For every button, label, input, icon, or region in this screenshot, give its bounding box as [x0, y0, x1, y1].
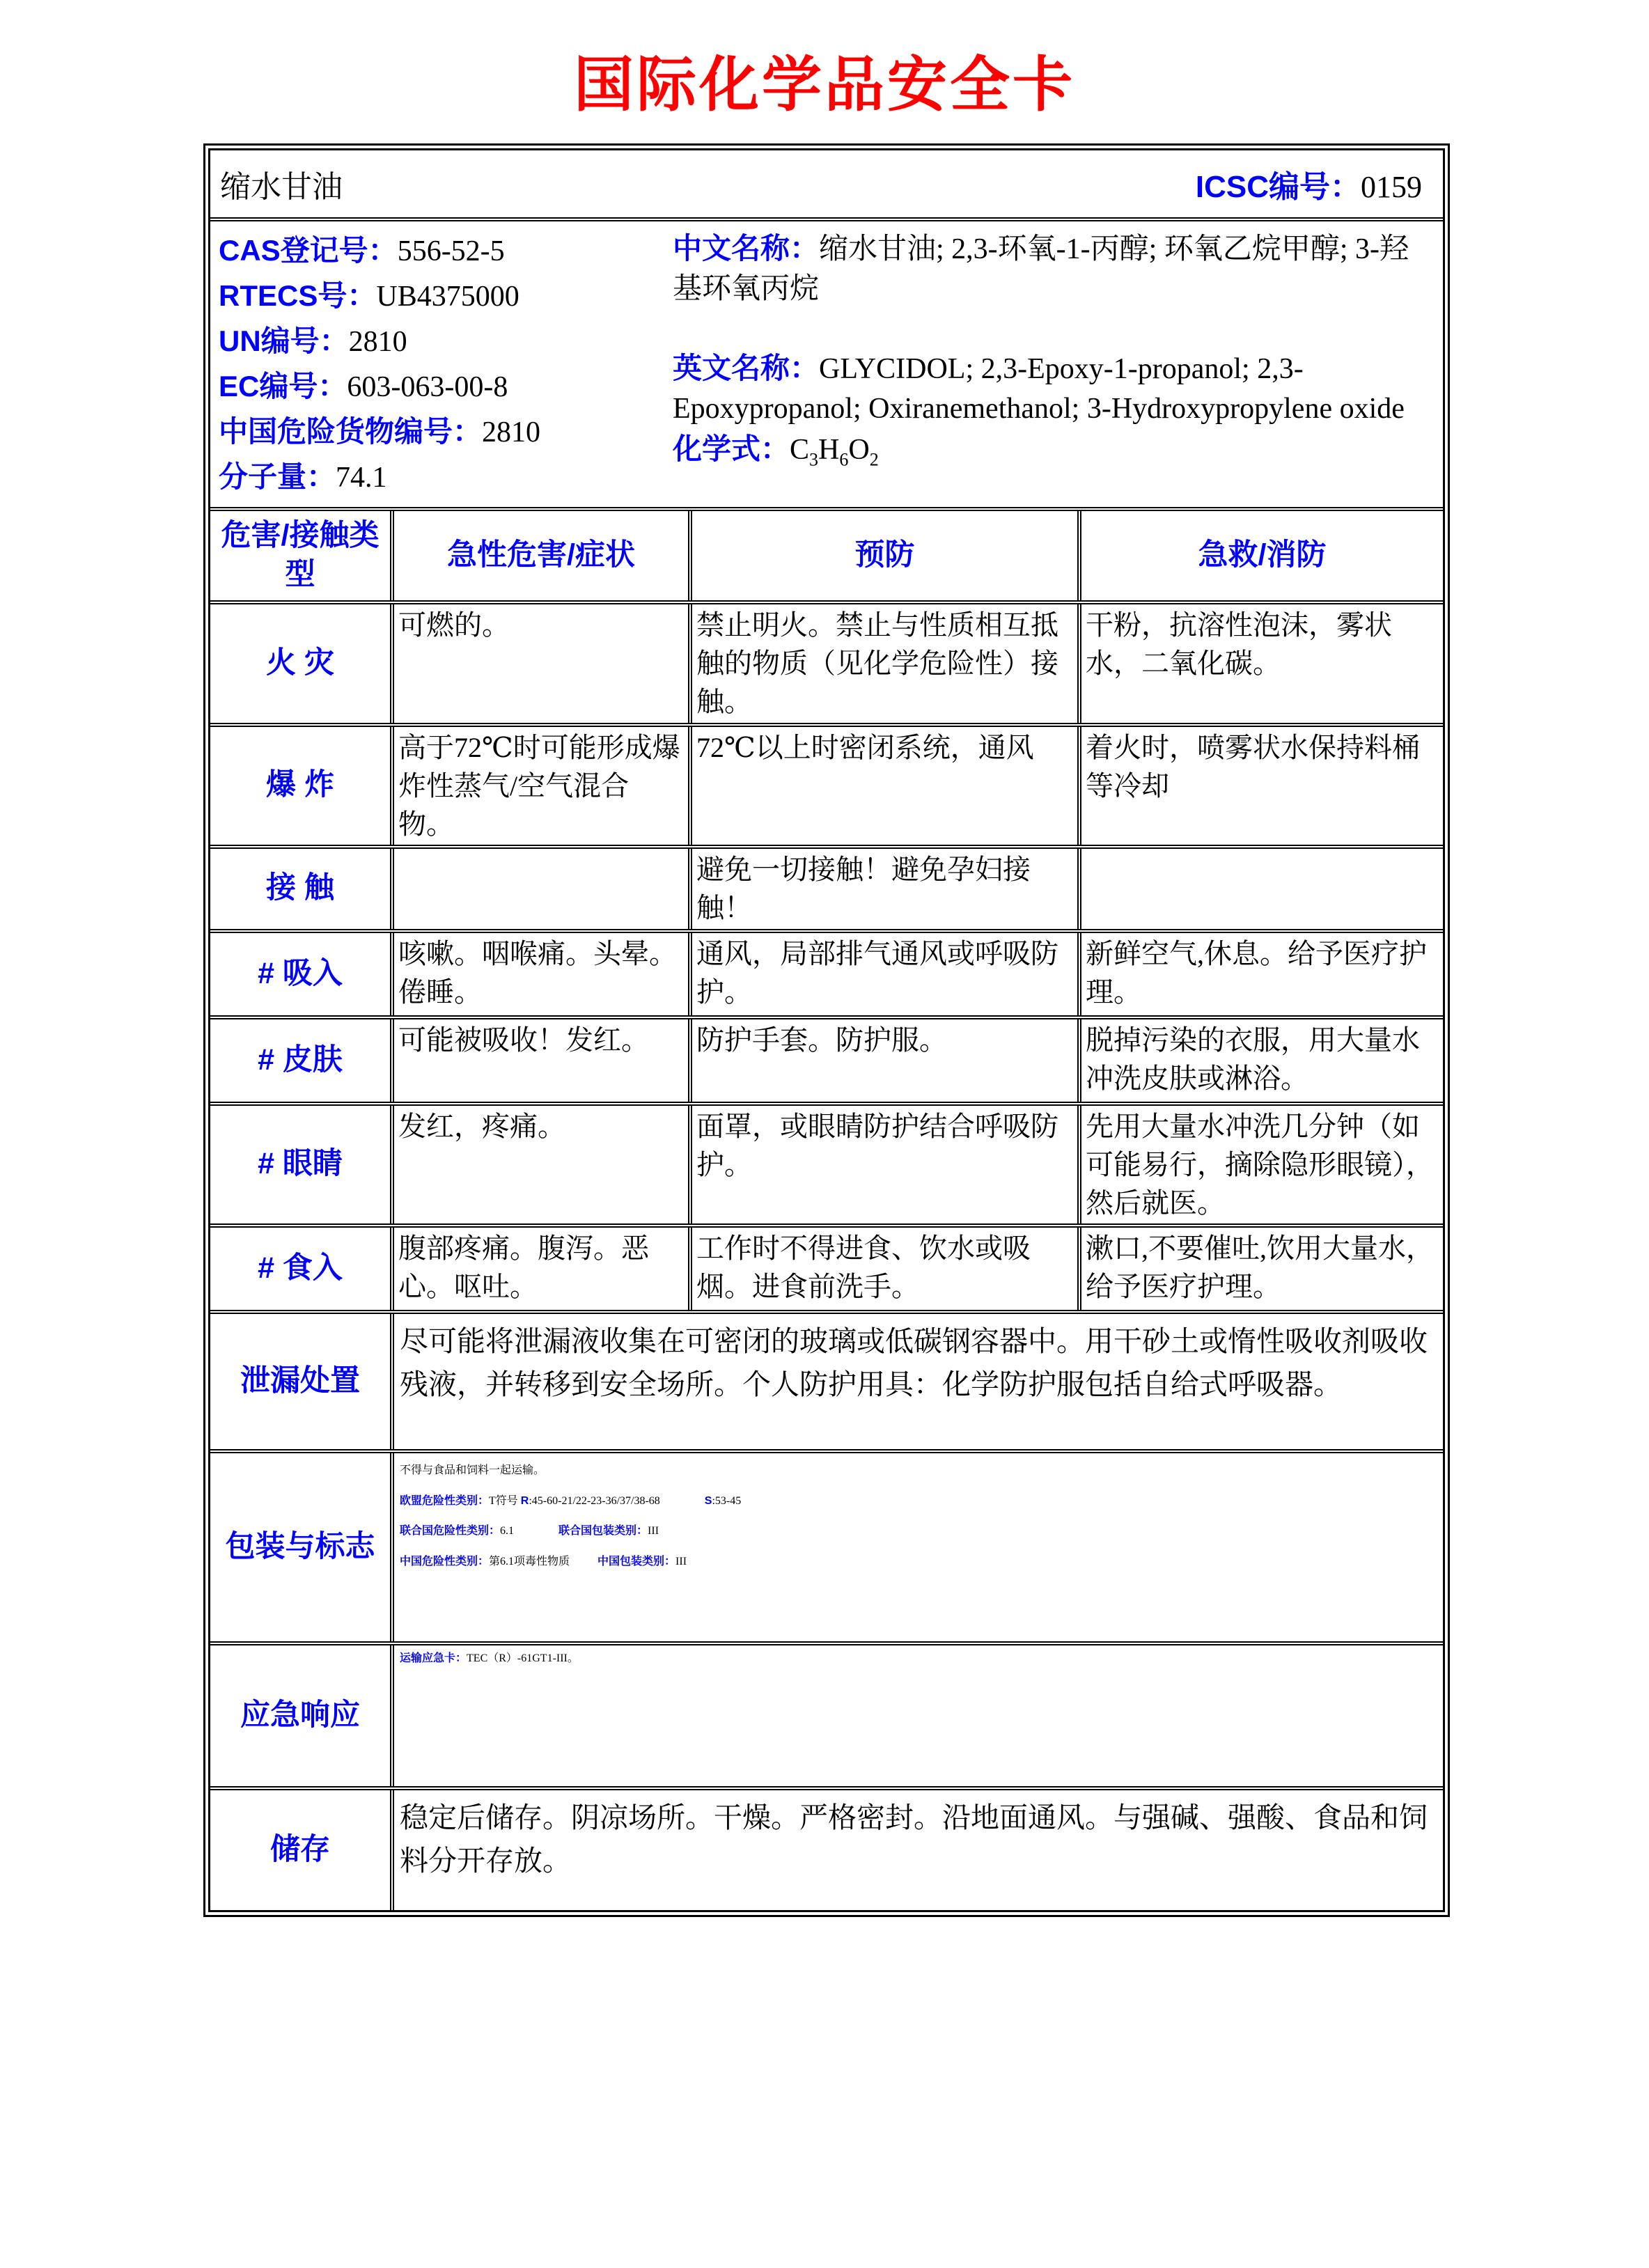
hazard-response: 脱掉污染的衣服，用大量水冲洗皮肤或淋浴。 — [1077, 1019, 1443, 1102]
substance-name: 缩水甘油 — [220, 170, 343, 204]
hazard-row-fire — [210, 600, 1443, 723]
hazard-response — [1077, 849, 1443, 928]
id-line-cn-dangerous-goods — [219, 409, 662, 455]
cn-pack-value: III — [675, 1555, 687, 1567]
hazard-symptoms: 咳嗽。咽喉痛。头晕。倦睡。 — [390, 933, 688, 1015]
r-phrase-value: :45-60-21/22-23-36/37/38-68 — [529, 1494, 660, 1507]
emergency-content — [390, 1645, 1443, 1786]
icsc-label: ICSC编号： — [1195, 170, 1361, 204]
cn-class-value: 第6.1项毒性物质 — [489, 1555, 570, 1567]
header-symptoms: 急性危害/症状 — [390, 511, 688, 600]
hazard-row-skin — [210, 1015, 1443, 1102]
hazard-prevention: 72℃以上时密闭系统，通风 — [688, 727, 1077, 845]
s-phrase-label: S — [704, 1494, 712, 1507]
hazard-response: 先用大量水冲洗几分钟（如可能易行，摘除隐形眼镜），然后就医。 — [1077, 1106, 1443, 1224]
identifier-list — [210, 221, 662, 507]
packaging-eu-line — [400, 1494, 1436, 1509]
un-class-value: 6.1 — [500, 1525, 515, 1538]
cas-label: CAS登记号： — [219, 234, 398, 267]
icsc-number: 0159 — [1361, 170, 1422, 204]
s-phrase-value: :53-45 — [712, 1494, 742, 1507]
un-pack-label: 联合国包装类别： — [558, 1525, 648, 1538]
cn-dg-label: 中国危险货物编号： — [219, 415, 483, 448]
id-line-un — [219, 319, 662, 364]
icsc-number-field — [1196, 162, 1443, 206]
section-label-spill: 泄漏处置 — [240, 1364, 360, 1398]
un-pack-value: III — [648, 1525, 659, 1538]
id-line-rtecs — [219, 274, 662, 319]
section-storage — [210, 1786, 1443, 1910]
hazard-prevention: 避免一切接触！避免孕妇接触！ — [688, 849, 1077, 928]
hazard-prevention: 面罩，或眼睛防护结合呼吸防护。 — [688, 1106, 1077, 1224]
packaging-content — [390, 1453, 1443, 1641]
header-hazard-type: 危害/接触类型 — [221, 519, 380, 591]
hazard-row-explosion — [210, 723, 1443, 845]
header-prevention: 预防 — [688, 511, 1077, 600]
id-line-ec — [219, 364, 662, 409]
un-class-label: 联合国危险性类别： — [400, 1525, 501, 1538]
hazard-table-header — [210, 507, 1443, 600]
cn-dg-value: 2810 — [482, 416, 541, 448]
rtecs-label: RTECS号： — [219, 279, 377, 312]
molweight-value: 74.1 — [336, 462, 387, 494]
transport-card-value: TEC（R）-61GT1-III。 — [467, 1652, 579, 1665]
hazard-row-eyes — [210, 1102, 1443, 1224]
hazard-response: 新鲜空气,休息。给予医疗护理。 — [1077, 933, 1443, 1015]
transport-card-label: 运输应急卡： — [400, 1652, 467, 1665]
r-phrase-label: R — [520, 1494, 529, 1507]
card-header-row — [210, 150, 1443, 217]
cn-pack-label: 中国包装类别： — [597, 1555, 676, 1567]
hazard-prevention: 通风，局部排气通风或呼吸防护。 — [688, 933, 1077, 1015]
hazard-prevention: 工作时不得进食、饮水或吸烟。进食前洗手。 — [688, 1228, 1077, 1310]
storage-text: 稳定后储存。阴凉场所。干燥。严格密封。沿地面通风。与强碱、强酸、食品和饲料分开存放。 — [390, 1790, 1443, 1910]
icsc-card — [203, 143, 1450, 1917]
id-line-cas — [219, 228, 662, 274]
un-value: 2810 — [348, 326, 407, 358]
hazard-type: # 皮肤 — [258, 1042, 343, 1077]
spill-text: 尽可能将泄漏液收集在可密闭的玻璃或低碳钢容器中。用干砂土或惰性吸收剂吸收残液，并转移到安全场所。个人防护用具：化学防护服包括自给式呼吸器。 — [390, 1314, 1443, 1449]
chinese-names — [673, 228, 1435, 309]
hazard-type: 接 触 — [266, 871, 334, 905]
un-label: UN编号： — [219, 324, 349, 357]
english-names — [673, 348, 1435, 429]
hazard-type: 火 灾 — [266, 646, 334, 680]
packaging-transport-note: 不得与食品和饲料一起运输。 — [400, 1464, 545, 1477]
hazard-type: # 眼睛 — [258, 1147, 343, 1181]
hazard-symptoms — [390, 849, 688, 928]
cas-value: 556-52-5 — [397, 235, 505, 267]
section-packaging — [210, 1449, 1443, 1641]
hazard-type: # 吸入 — [258, 956, 343, 990]
section-emergency-response — [210, 1641, 1443, 1786]
header-response: 急救/消防 — [1077, 511, 1443, 600]
formula-value: $C_3H_6O_2$ — [790, 434, 879, 470]
cn-name-label: 中文名称： — [673, 232, 820, 265]
hazard-row-inhalation — [210, 929, 1443, 1015]
formula-label: 化学式： — [673, 432, 790, 465]
hazard-symptoms: 腹部疼痛。腹泻。恶心。呕吐。 — [390, 1228, 688, 1310]
ec-label: EC编号： — [219, 370, 347, 402]
hazard-prevention: 防护手套。防护服。 — [688, 1019, 1077, 1102]
hazard-response: 漱口,不要催吐,饮用大量水，给予医疗护理。 — [1077, 1228, 1443, 1310]
hazard-symptoms: 发红，疼痛。 — [390, 1106, 688, 1224]
id-line-molweight — [219, 455, 662, 500]
section-label-storage: 储存 — [270, 1833, 330, 1867]
hazard-prevention: 禁止明火。禁止与性质相互抵触的物质（见化学危险性）接触。 — [688, 604, 1077, 723]
ec-value: 603-063-00-8 — [347, 371, 508, 403]
page-title: 国际化学品安全卡 — [574, 52, 1075, 118]
hazard-row-ingestion — [210, 1223, 1443, 1310]
packaging-un-line — [400, 1524, 1436, 1539]
hazard-response: 干粉，抗溶性泡沫，雾状水，二氧化碳。 — [1077, 604, 1443, 723]
hazard-type: # 食入 — [258, 1251, 343, 1285]
chemical-formula-line — [673, 429, 1435, 479]
names-block — [662, 221, 1443, 507]
cn-name-value: 缩水甘油; 2,3-环氧-1-丙醇; 环氧乙烷甲醇; 3-羟基环氧丙烷 — [673, 233, 1409, 305]
section-spill-disposal — [210, 1310, 1443, 1449]
cn-class-label: 中国危险性类别： — [400, 1555, 490, 1567]
en-name-value: GLYCIDOL; 2,3-Epoxy-1-propanol; 2,3-Epoxypropanol; Oxiranemethanol; 3-Hydroxypropylene oxide — [673, 353, 1405, 425]
en-name-label: 英文名称： — [673, 352, 820, 384]
section-label-packaging: 包装与标志 — [225, 1530, 375, 1564]
hazard-row-contact — [210, 845, 1443, 928]
identification-section — [210, 217, 1443, 507]
eu-class-label: 欧盟危险性类别： — [400, 1494, 490, 1507]
molweight-label: 分子量： — [219, 460, 336, 493]
hazard-type: 爆 炸 — [266, 768, 334, 802]
packaging-cn-line — [400, 1554, 1436, 1570]
hazard-response: 着火时，喷雾状水保持料桶等冷却 — [1077, 727, 1443, 845]
rtecs-value: UB4375000 — [376, 281, 519, 313]
eu-symbol: T符号 — [489, 1494, 521, 1507]
hazard-symptoms: 可能被吸收！发红。 — [390, 1019, 688, 1102]
hazard-symptoms: 可燃的。 — [390, 604, 688, 723]
section-label-emergency: 应急响应 — [240, 1698, 360, 1733]
hazard-symptoms: 高于72℃时可能形成爆炸性蒸气/空气混合物。 — [390, 727, 688, 845]
